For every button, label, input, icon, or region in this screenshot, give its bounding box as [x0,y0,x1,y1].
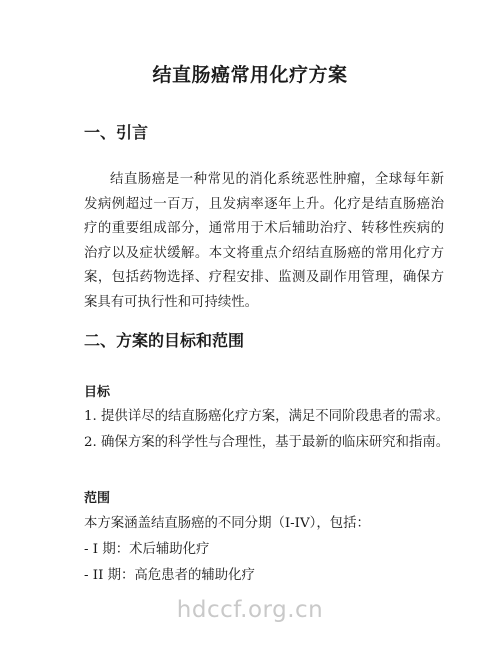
section-heading-goals-scope: 二、方案的目标和范围 [84,331,245,350]
goal-item-2: 2. 确保方案的科学性与合理性，基于最新的临床研究和指南。 [84,435,450,450]
subheading-goals: 目标 [84,385,111,400]
section-heading-introduction: 一、引言 [84,123,149,142]
watermark: hdccf.org.cn [176,597,324,623]
introduction-paragraph: 结直肠癌是一种常见的消化系统恶性肿瘤，全球每年新发病例超过一百万，且发病率逐年上升。化疗是结直肠癌治疗的重要组成部分，通常用于术后辅助治疗、转移性疾病的治疗以及症状缓解。本文将重点介绍结直肠癌的常用化疗方案，包括药物选择、疗程安排、监测及副作用管理，确保方案具有可执行性和可持续性。 [84,172,444,310]
scope-item-2: - II 期：高危患者的辅助化疗 [84,568,255,583]
scope-item-1: - I 期：术后辅助化疗 [84,542,210,557]
goal-item-1: 1. 提供详尽的结直肠癌化疗方案，满足不同阶段患者的需求。 [84,409,450,424]
subheading-scope: 范围 [84,491,111,506]
scope-intro: 本方案涵盖结直肠癌的不同分期（I-IV），包括： [84,516,370,531]
document-title: 结直肠癌常用化疗方案 [152,64,348,86]
